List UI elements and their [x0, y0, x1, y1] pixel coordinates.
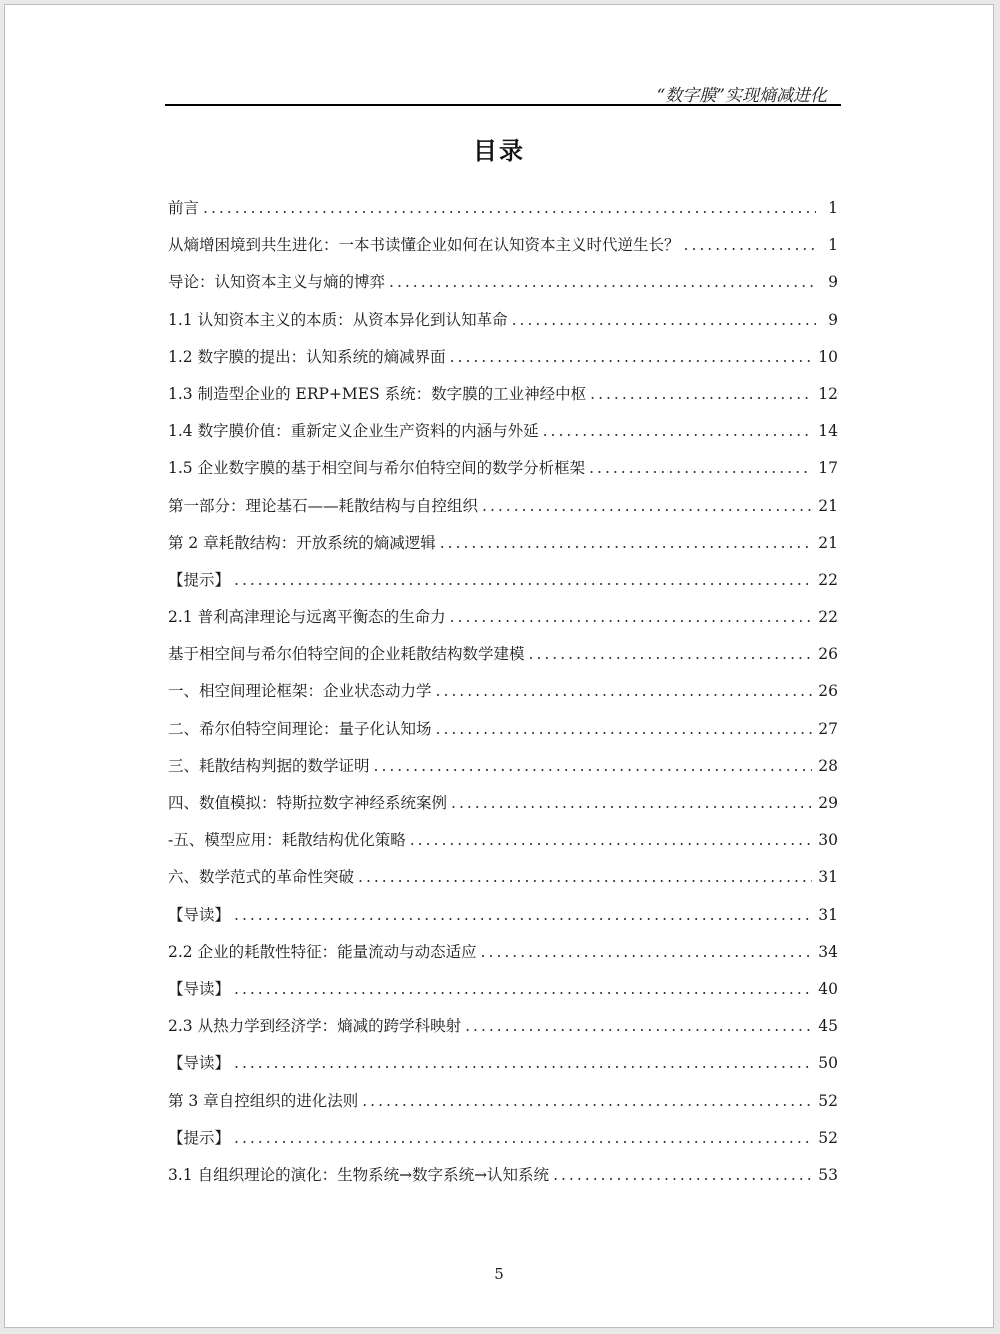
- toc-entry-page: 21: [818, 533, 838, 552]
- toc-entry-label: 从熵增困境到共生进化：一本书读懂企业如何在认知资本主义时代逆生长？: [168, 236, 680, 255]
- toc-entry[interactable]: [168, 1120, 838, 1157]
- toc-dot-leader: [512, 302, 816, 339]
- toc-entry[interactable]: [168, 562, 838, 599]
- toc-entry-page: 30: [818, 831, 838, 850]
- toc-dot-leader: [543, 413, 813, 450]
- toc-entry-label: 【导读】: [168, 1054, 231, 1073]
- toc-entry[interactable]: [168, 673, 838, 710]
- document-page: [4, 4, 994, 1328]
- toc-entry-page: 50: [818, 1054, 838, 1073]
- toc-entry-label: 【导读】: [168, 905, 231, 924]
- toc-entry[interactable]: [168, 1045, 838, 1082]
- toc-entry-label: 1.4 数字膜价值：重新定义企业生产资料的内涵与外延: [168, 422, 539, 441]
- toc-entry[interactable]: [168, 413, 838, 450]
- toc-entry-page: 52: [818, 1091, 838, 1110]
- toc-entry[interactable]: [168, 1008, 838, 1045]
- toc-entry-label: 1.1 认知资本主义的本质：从资本异化到认知革命: [168, 310, 508, 329]
- toc-entry-label: 1.3 制造型企业的 ERP+MES 系统：数字膜的工业神经中枢: [168, 384, 587, 403]
- toc-entry-label: 2.2 企业的耗散性特征：能量流动与动态适应: [168, 942, 477, 961]
- toc-dot-leader: [436, 673, 813, 710]
- toc-entry-page: 14: [818, 422, 838, 441]
- toc-entry-page: 10: [818, 347, 838, 366]
- toc-entry-page: 9: [828, 310, 838, 329]
- toc-entry-label: 四、数值模拟：特斯拉数字神经系统案例: [168, 794, 448, 812]
- toc-entry-page: 45: [818, 1017, 838, 1036]
- toc-entry-label: 三、耗散结构判据的数学证明: [168, 756, 370, 775]
- toc-entry-page: 17: [818, 459, 838, 478]
- toc-entry-label: 第一部分：理论基石——耗散结构与自控组织: [168, 496, 479, 515]
- toc-entry[interactable]: [168, 1157, 838, 1194]
- toc-dot-leader: [234, 1120, 812, 1157]
- toc-dot-leader: [234, 1045, 812, 1082]
- toc-entry[interactable]: [168, 822, 838, 859]
- toc-dot-leader: [362, 1083, 812, 1120]
- toc-entry-page: 40: [818, 979, 838, 998]
- toc-dot-leader: [590, 376, 812, 413]
- toc-dot-leader: [203, 190, 816, 227]
- toc-entry[interactable]: [168, 488, 838, 525]
- toc-dot-leader: [450, 339, 813, 376]
- toc-dot-leader: [358, 859, 812, 896]
- toc-dot-leader: [234, 562, 812, 599]
- toc-entry[interactable]: [168, 599, 838, 636]
- toc-entry-page: 31: [818, 905, 838, 924]
- toc-entry[interactable]: [168, 636, 838, 673]
- toc-entry-page: 1: [828, 236, 838, 255]
- toc-dot-leader: [440, 525, 813, 562]
- toc-entry[interactable]: [168, 748, 838, 785]
- toc-entry-label: 1.5 企业数字膜的基于相空间与希尔伯特空间的数学分析框架: [168, 459, 586, 478]
- toc-entry-label: 导论：认知资本主义与熵的博弈: [168, 273, 386, 292]
- toc-entry[interactable]: [168, 711, 838, 748]
- toc-entry[interactable]: [168, 227, 838, 264]
- toc-entry-label: 六、数学范式的革命性突破: [168, 868, 355, 887]
- toc-entry-page: 9: [828, 273, 838, 292]
- toc-entry[interactable]: [168, 264, 838, 301]
- toc-entry[interactable]: [168, 525, 838, 562]
- toc-entry-page: 28: [818, 756, 838, 775]
- toc-entry-page: 12: [818, 384, 838, 403]
- toc-entry[interactable]: [168, 1083, 838, 1120]
- toc-dot-leader: [374, 748, 813, 785]
- toc-entry[interactable]: [168, 785, 838, 822]
- toc-entry[interactable]: [168, 302, 838, 339]
- toc-entry-label: 2.3 从热力学到经济学：熵减的跨学科映射: [168, 1017, 462, 1036]
- toc-dot-leader: [482, 488, 812, 525]
- toc-entry[interactable]: [168, 376, 838, 413]
- toc-entry[interactable]: [168, 859, 838, 896]
- toc-dot-leader: [481, 934, 813, 971]
- toc-entry-label: 第 3 章自控组织的进化法则: [168, 1091, 359, 1110]
- toc-dot-leader: [410, 822, 813, 859]
- toc-entry-label: 2.1 普利高津理论与远离平衡态的生命力: [168, 608, 446, 627]
- toc-entry-label: 3.1 自组织理论的演化：生物系统→数字系统→认知系统: [168, 1165, 550, 1184]
- toc-dot-leader: [465, 1008, 812, 1045]
- toc-entry-page: 31: [818, 868, 838, 887]
- toc-entry-label: 【提示】: [168, 570, 231, 589]
- toc-entry-page: 22: [818, 570, 838, 589]
- toc-entry-page: 22: [818, 608, 838, 627]
- toc-entry-label: 基于相空间与希尔伯特空间的企业耗散结构数学建模: [168, 645, 525, 664]
- toc-dot-leader: [553, 1157, 812, 1194]
- toc-entry-label: 二、希尔伯特空间理论：量子化认知场: [168, 719, 432, 738]
- toc-dot-leader: [589, 450, 812, 487]
- toc-entry-page: 53: [818, 1165, 838, 1184]
- toc-entry-page: 1: [828, 199, 838, 217]
- toc-entry-label: 1.2 数字膜的提出：认知系统的熵减界面: [168, 347, 446, 366]
- toc-title: 目录: [473, 137, 525, 165]
- toc-entry-page: 34: [818, 942, 838, 961]
- toc-entry-label: -五、模型应用：耗散结构优化策略: [168, 831, 406, 850]
- toc-entry[interactable]: [168, 934, 838, 971]
- toc-entry[interactable]: [168, 190, 838, 227]
- toc-entry[interactable]: [168, 339, 838, 376]
- toc-dot-leader: [389, 264, 816, 301]
- table-of-contents: [168, 190, 838, 1194]
- toc-entry-page: 27: [818, 719, 838, 738]
- toc-dot-leader: [234, 897, 812, 934]
- toc-entry-label: 一、相空间理论框架：企业状态动力学: [168, 682, 432, 701]
- toc-entry-page: 21: [818, 496, 838, 515]
- toc-entry-label: 【提示】: [168, 1128, 231, 1147]
- toc-entry-page: 29: [818, 794, 838, 812]
- toc-entry-label: 【导读】: [168, 979, 231, 998]
- toc-entry-label: 前言: [168, 199, 200, 217]
- toc-dot-leader: [451, 785, 812, 822]
- page-number: 5: [494, 1265, 504, 1283]
- toc-dot-leader: [450, 599, 813, 636]
- running-header: “数字膜”实现熵减进化: [656, 86, 827, 106]
- toc-entry-page: 26: [818, 682, 838, 701]
- toc-dot-leader: [234, 971, 812, 1008]
- header-rule: [165, 104, 841, 106]
- toc-entry[interactable]: [168, 897, 838, 934]
- toc-entry-label: 第 2 章耗散结构：开放系统的熵减逻辑: [168, 533, 436, 552]
- toc-dot-leader: [684, 227, 816, 264]
- toc-entry-page: 52: [818, 1128, 838, 1147]
- toc-entry[interactable]: [168, 450, 838, 487]
- toc-entry-page: 26: [818, 645, 838, 664]
- toc-dot-leader: [436, 711, 813, 748]
- toc-dot-leader: [529, 636, 813, 673]
- toc-entry[interactable]: [168, 971, 838, 1008]
